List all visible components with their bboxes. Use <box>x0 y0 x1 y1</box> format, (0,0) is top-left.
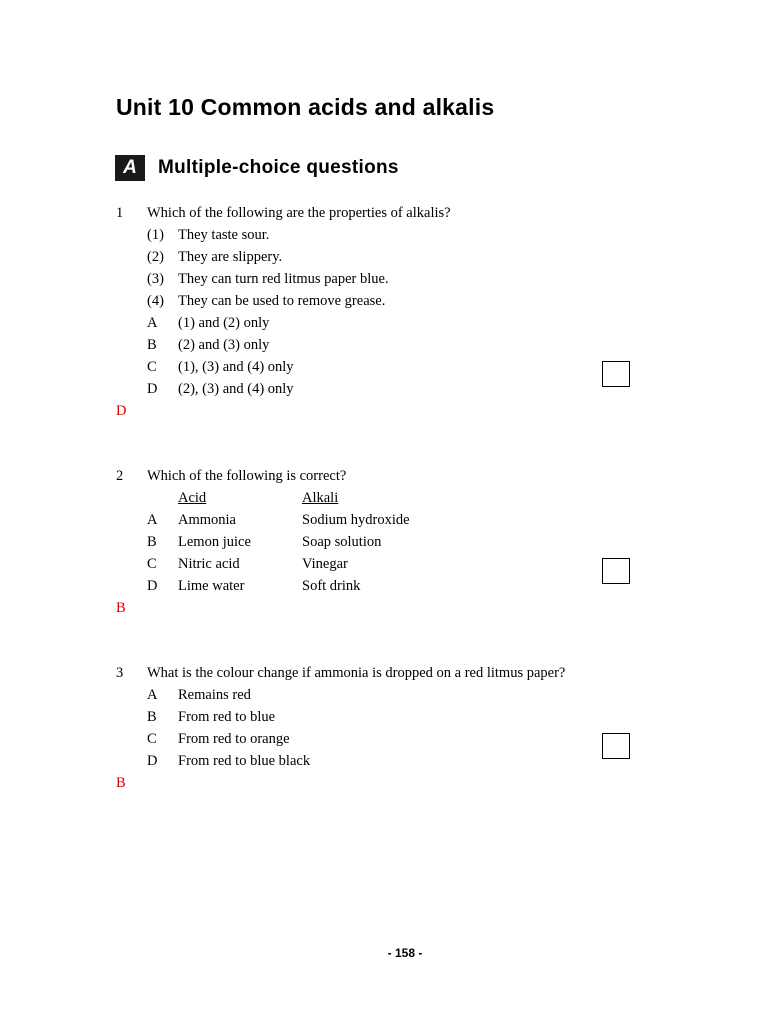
option-text: (1) and (2) only <box>178 315 270 331</box>
option-label: C <box>147 556 157 572</box>
option-label: C <box>147 731 157 747</box>
option-label: A <box>147 512 158 528</box>
option-label: A <box>147 315 158 331</box>
statement-text: They are slippery. <box>178 249 283 265</box>
option-label: D <box>147 381 158 397</box>
question-number: 1 <box>116 205 124 221</box>
column-header-acid: Acid <box>178 490 207 506</box>
option-text: From red to blue <box>178 709 276 725</box>
option-label: B <box>147 534 157 550</box>
option-acid: Lime water <box>178 578 245 594</box>
statement-text: They can turn red litmus paper blue. <box>178 271 389 287</box>
section-title: Multiple-choice questions <box>158 157 399 178</box>
statement-label: (3) <box>147 271 164 287</box>
option-text: Remains red <box>178 687 251 703</box>
option-text: From red to orange <box>178 731 290 747</box>
option-acid: Lemon juice <box>178 534 251 550</box>
option-alkali: Soft drink <box>302 578 361 594</box>
option-acid: Ammonia <box>178 512 236 528</box>
question-text: What is the colour change if ammonia is dropped on a red litmus paper? <box>147 665 566 681</box>
statement-text: They taste sour. <box>178 227 270 243</box>
option-acid: Nitric acid <box>178 556 240 572</box>
option-label: B <box>147 709 157 725</box>
answer-box[interactable] <box>602 733 630 759</box>
question-text: Which of the following are the properties of alkalis? <box>147 205 451 221</box>
option-text: (2) and (3) only <box>178 337 270 353</box>
column-header-alkali: Alkali <box>302 490 339 506</box>
statement-label: (1) <box>147 227 164 243</box>
page-number: - 158 - <box>387 946 423 960</box>
option-label: B <box>147 337 157 353</box>
statement-label: (2) <box>147 249 164 265</box>
question-text: Which of the following is correct? <box>147 468 347 484</box>
option-text: (1), (3) and (4) only <box>178 359 294 375</box>
answer-key: B <box>116 775 126 791</box>
answer-box[interactable] <box>602 361 630 387</box>
option-label: C <box>147 359 157 375</box>
answer-box[interactable] <box>602 558 630 584</box>
option-text: (2), (3) and (4) only <box>178 381 294 397</box>
option-alkali: Soap solution <box>302 534 382 550</box>
answer-key: B <box>116 600 126 616</box>
page-title: Unit 10 Common acids and alkalis <box>116 94 495 120</box>
question-number: 3 <box>116 665 124 681</box>
statement-label: (4) <box>147 293 164 309</box>
question-number: 2 <box>116 468 124 484</box>
option-label: A <box>147 687 158 703</box>
section-letter-badge: A <box>115 155 145 181</box>
option-alkali: Vinegar <box>302 556 348 572</box>
option-label: D <box>147 578 158 594</box>
option-text: From red to blue black <box>178 753 311 769</box>
answer-key: D <box>116 403 127 419</box>
statement-text: They can be used to remove grease. <box>178 293 386 309</box>
option-alkali: Sodium hydroxide <box>302 512 410 528</box>
option-label: D <box>147 753 158 769</box>
